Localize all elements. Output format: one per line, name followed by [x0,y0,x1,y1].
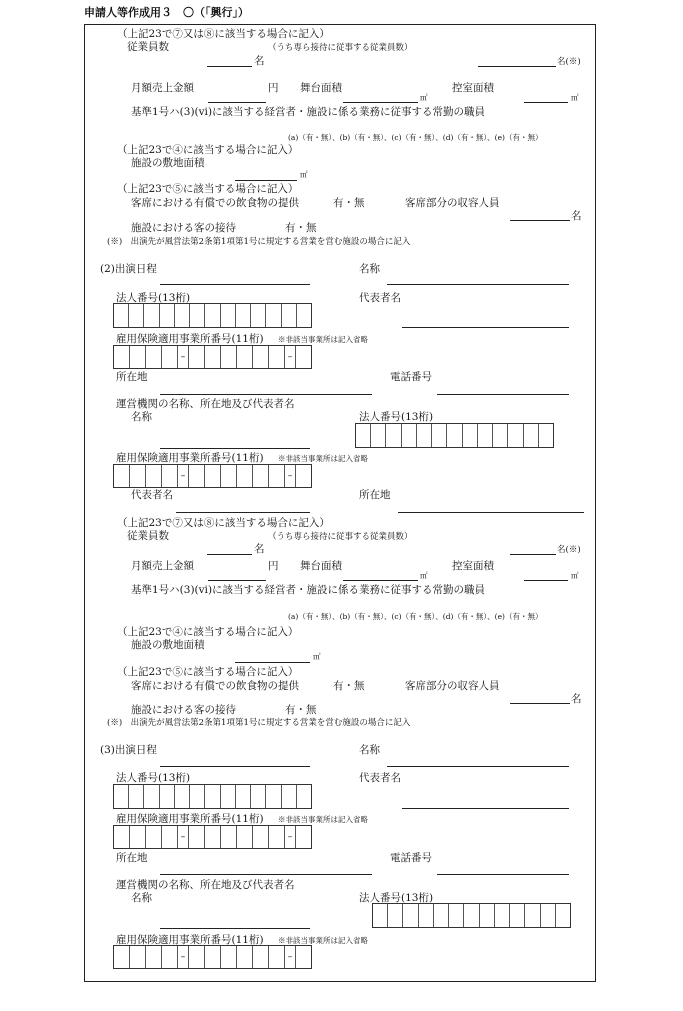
food-yes-no[interactable]: 有・無 [333,197,365,209]
emp-ins-3-note: ※非該当事業所は記入省略 [278,815,368,824]
corp-no-2-label: 法人番号(13桁) [116,292,191,304]
dash: – [178,946,189,968]
dash: – [285,826,296,848]
operator-3-name-label: 名称 [131,892,152,904]
emp-ins-2-label: 雇用保険適用事業所番号(11桁) [116,333,264,345]
capacity-unit: 名 [571,210,582,222]
operator-2-corp-no-grid[interactable] [355,423,554,448]
dash: – [178,465,189,487]
emp-ins-2-grid[interactable] [113,345,312,369]
rep-2-field[interactable] [402,327,569,328]
hosting-yes-no-b[interactable]: 有・無 [285,704,317,716]
site-area-label-b: 施設の敷地面積 [131,639,205,651]
abcde-choices-b[interactable]: (a)（有・無）、(b)（有・無）、(c)（有・無）、(d)（有・無）、(e)（有・無） [288,612,543,621]
stage-sqm-unit-b: ㎡ [420,571,428,580]
employees-field[interactable] [207,66,252,67]
operator-3-emp-ins-note: ※非該当事業所は記入省略 [278,936,368,945]
stage-sqm-unit: ㎡ [420,93,428,102]
rep-2-label: 代表者名 [359,292,401,304]
dash: – [285,346,296,368]
employees-field-b[interactable] [207,554,252,555]
hosting-yes-no[interactable]: 有・無 [285,222,317,234]
capacity-field-b[interactable] [510,703,570,704]
criteria-label: 基準1号ハ(3)(ⅵ)に該当する経営者・施設に係る業務に従事する常勤の職員 [131,106,486,118]
waiting-area-field[interactable] [524,102,568,103]
hostess-count-field-b[interactable] [510,554,556,555]
site-area-label: 施設の敷地面積 [131,157,205,169]
schedule-3-field[interactable] [160,766,310,767]
waiting-area-field-b[interactable] [524,580,568,581]
yen-unit: 円 [268,82,279,94]
operator-3-emp-ins-label: 雇用保険適用事業所番号(11桁) [116,934,264,946]
operator-3-corp-no-label: 法人番号(13桁) [359,892,434,904]
operator-3-emp-ins-grid[interactable] [113,945,312,969]
operator-3-name-field[interactable] [160,928,310,929]
capacity-label: 客席部分の収容人員 [405,197,500,209]
waiting-sqm-unit-b: ㎡ [571,571,579,580]
emp-ins-2-note: ※非該当事業所は記入省略 [278,335,368,344]
employees-unit-b: 名 [254,543,265,555]
schedule-2-field[interactable] [160,284,310,285]
address-3-label: 所在地 [116,852,148,864]
operator-2-address-label: 所在地 [359,489,391,501]
corp-no-3-grid[interactable] [113,784,312,809]
rep-3-label: 代表者名 [359,772,401,784]
employees-label: 従業員数 [127,41,169,53]
employees-label-b: 従業員数 [127,530,169,542]
venue-2-name-label: 名称 [359,263,380,275]
phone-2-label: 電話番号 [390,371,432,383]
operator-2-emp-ins-note: ※非該当事業所は記入省略 [278,454,368,463]
schedule-2-label: (2)出演日程 [100,263,157,275]
employees-note-b: （うち専ら接待に従事する従業員数） [268,532,413,542]
phone-3-field[interactable] [437,874,569,875]
site-sqm-unit: ㎡ [300,170,308,179]
food-yes-no-b[interactable]: 有・無 [333,680,365,692]
corp-no-3-label: 法人番号(13桁) [116,772,191,784]
venue-3-name-label: 名称 [359,744,380,756]
capacity-field[interactable] [510,220,570,221]
site-area-field-b[interactable] [235,662,310,663]
stage-area-label: 舞台面積 [300,82,342,94]
food-label-b: 客席における有償での飲食物の提供 [131,680,299,692]
operator-2-name-label: 名称 [131,411,152,423]
waiting-area-label: 控室面積 [452,82,494,94]
form-title: 申請人等作成用３ 〇（「興行」） [84,6,249,19]
site-area-field[interactable] [235,180,297,181]
rep-3-field[interactable] [402,808,569,809]
waiting-sqm-unit: ㎡ [571,93,579,102]
operator-2-label: 運営機関の名称、所在地及び代表者名 [116,398,295,410]
dash: – [178,346,189,368]
cond-78-note-b: （上記23で⑦又は⑧に該当する場合に記入） [117,517,330,529]
yen-unit-b: 円 [268,560,279,572]
address-3-field[interactable] [160,874,372,875]
cond-5-note-b: （上記23で⑤に該当する場合に記入） [117,666,299,678]
waiting-area-label-b: 控室面積 [452,560,494,572]
hostess-count-unit-b: 名(※) [557,545,581,555]
venue-3-name-field[interactable] [387,766,569,767]
operator-2-emp-ins-label: 雇用保険適用事業所番号(11桁) [116,452,264,464]
hostess-count-field[interactable] [478,66,556,67]
address-2-label: 所在地 [116,371,148,383]
employees-note: （うち専ら接待に従事する従業員数） [268,43,413,53]
food-label: 客席における有償での飲食物の提供 [131,197,299,209]
operator-2-emp-ins-grid[interactable] [113,464,312,488]
venue-2-name-field[interactable] [387,284,569,285]
stage-area-label-b: 舞台面積 [300,560,342,572]
capacity-unit-b: 名 [571,693,582,705]
stage-area-field-b[interactable] [343,580,418,581]
cond-5-note: （上記23で⑤に該当する場合に記入） [117,183,299,195]
hostess-count-unit: 名(※) [557,57,581,67]
monthly-sales-field-b[interactable] [208,580,266,581]
hosting-label-b: 施設における客の接待 [131,704,236,716]
phone-2-field[interactable] [437,394,569,395]
criteria-label-b: 基準1号ハ(3)(ⅵ)に該当する経営者・施設に係る業務に従事する常勤の職員 [131,584,486,596]
dash: – [285,465,296,487]
schedule-3-label: (3)出演日程 [100,744,157,756]
monthly-sales-label: 月額売上金額 [131,82,194,94]
stage-area-field[interactable] [343,102,418,103]
operator-3-corp-no-grid[interactable] [372,903,571,928]
employees-unit: 名 [254,55,265,67]
operator-2-name-field[interactable] [160,448,310,449]
cond-4-note-b: （上記23で④に該当する場合に記入） [117,626,299,638]
abcde-choices[interactable]: (a)（有・無）、(b)（有・無）、(c)（有・無）、(d)（有・無）、(e)（有・無） [288,133,543,142]
operator-2-rep-field[interactable] [176,512,310,513]
footnote-b: (※) 出演先が風営法第2条第1項第1号に規定する営業を営む施設の場合に記入 [107,718,411,728]
dash: – [285,946,296,968]
corp-no-2-grid[interactable] [113,303,312,328]
capacity-label-b: 客席部分の収容人員 [405,680,500,692]
emp-ins-3-grid[interactable] [113,825,312,849]
hosting-label: 施設における客の接待 [131,222,236,234]
address-2-field[interactable] [160,394,372,395]
operator-3-label: 運営機関の名称、所在地及び代表者名 [116,879,295,891]
operator-2-address-field[interactable] [398,512,584,513]
cond-4-note: （上記23で④に該当する場合に記入） [117,144,299,156]
site-sqm-unit-b: ㎡ [313,652,321,661]
cond-78-note: （上記23で⑦又は⑧に該当する場合に記入） [117,28,330,40]
monthly-sales-field[interactable] [208,102,266,103]
footnote: (※) 出演先が風営法第2条第1項第1号に規定する営業を営む施設の場合に記入 [107,237,411,247]
operator-2-rep-label: 代表者名 [131,489,173,501]
dash: – [178,826,189,848]
operator-2-corp-no-label: 法人番号(13桁) [359,411,434,423]
phone-3-label: 電話番号 [390,852,432,864]
monthly-sales-label-b: 月額売上金額 [131,560,194,572]
emp-ins-3-label: 雇用保険適用事業所番号(11桁) [116,813,264,825]
